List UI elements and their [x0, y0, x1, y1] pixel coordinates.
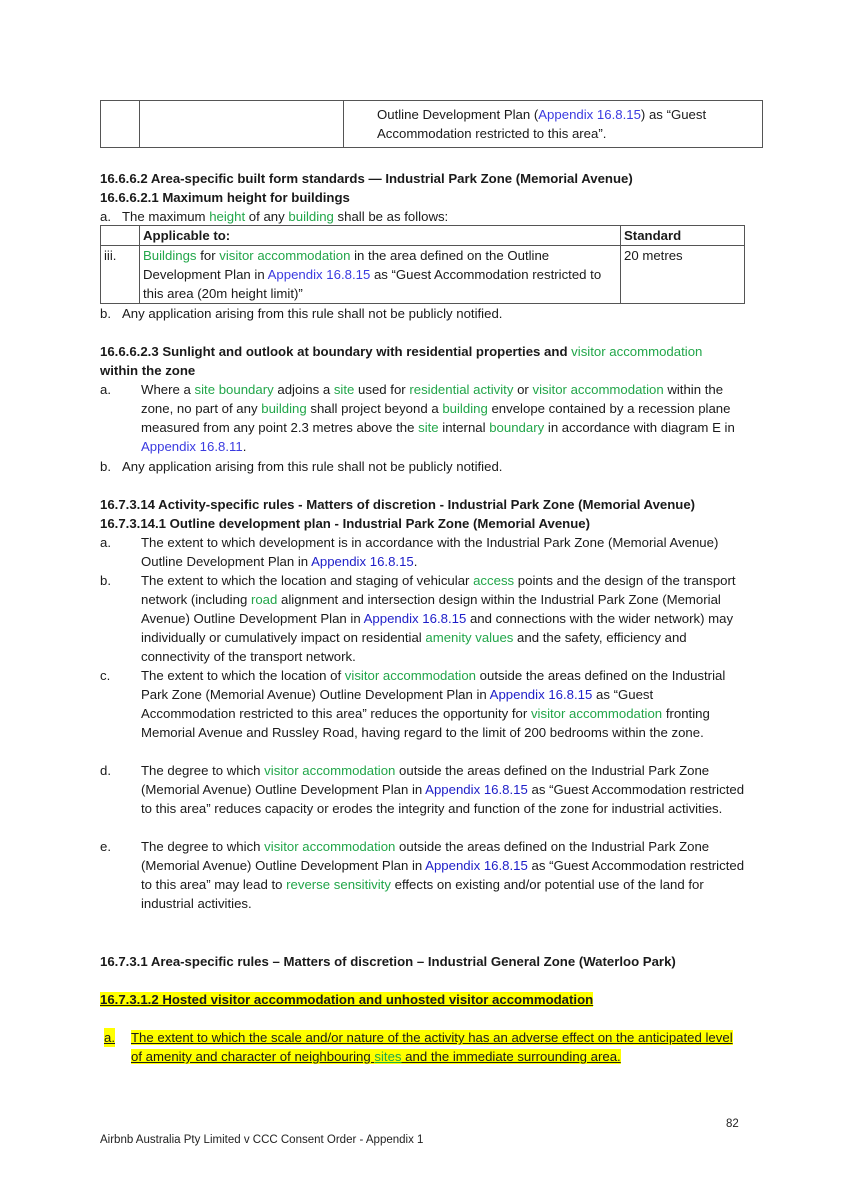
text: outside the areas defined on the Industrial Park Zone (Memorial Avenue) Outline Development Plan in — [141, 839, 710, 873]
item-label: a. — [104, 1030, 115, 1045]
text: of any — [245, 209, 289, 224]
appendix-link[interactable]: Appendix 16.8.11 — [141, 439, 243, 454]
visitor-accommodation-link[interactable]: visitor accommodation — [532, 382, 664, 397]
buildings-link[interactable]: Buildings — [143, 248, 197, 263]
height-link[interactable]: height — [209, 209, 246, 224]
header-standard: Standard — [621, 226, 745, 246]
text: effects on existing and/or potential use of the land for industrial activities. — [141, 877, 704, 911]
reverse-sensitivity-link[interactable]: reverse sensitivity — [286, 877, 391, 892]
table-cell — [101, 101, 140, 148]
text: for — [196, 248, 220, 263]
text: in the area defined on the Outline Development Plan in — [143, 248, 550, 282]
item-label: b. — [100, 459, 111, 474]
standard-cell: 20 metres — [621, 246, 745, 304]
text: shall be as follows: — [333, 209, 449, 224]
text: within the zone, no part of any — [141, 382, 724, 416]
continuation-table — [100, 100, 763, 148]
visitor-accommodation-link[interactable]: visitor accommodation — [264, 763, 396, 778]
applicable-cell — [140, 246, 621, 304]
appendix-link[interactable]: Appendix 16.8.15 — [489, 687, 593, 702]
matter-text — [141, 761, 747, 818]
building-link[interactable]: building — [442, 401, 488, 416]
section-subheading: 16.6.6.2.1 Maximum height for buildings — [100, 190, 350, 205]
item-label: a. — [100, 382, 111, 397]
text: outside the areas defined on the Industrial Park Zone (Memorial Avenue) Outline Development Plan in — [141, 763, 710, 797]
visitor-accommodation-link[interactable]: visitor accommodation — [571, 344, 703, 359]
text: 16.6.6.2.3 Sunlight and outlook at boundary with residential properties and — [100, 344, 572, 359]
text: and the safety, efficiency and connectivity of the transport network. — [141, 630, 687, 664]
appendix-link[interactable]: Appendix 16.8.15 — [363, 611, 467, 626]
sites-link[interactable]: sites — [374, 1049, 402, 1064]
rule-text — [141, 380, 747, 456]
text: alignment and intersection design within the Industrial Park Zone (Memorial Avenue) Outline Development Plan in — [141, 592, 721, 626]
site-link[interactable]: site — [333, 382, 355, 397]
rule-b — [100, 304, 750, 323]
section-heading-cont: within the zone — [100, 363, 196, 378]
visitor-accommodation-link[interactable]: visitor accommodation — [344, 668, 476, 683]
text: or — [513, 382, 533, 397]
cell-text: Outline Development Plan ( — [377, 107, 539, 122]
table-cell — [344, 101, 763, 148]
text: The degree to which — [141, 839, 265, 854]
visitor-accommodation-link[interactable]: visitor accommodation — [264, 839, 396, 854]
text: The degree to which — [141, 763, 265, 778]
table-cell — [101, 226, 140, 246]
text: as “Guest Accommodation restricted to this area” reduces capacity or erodes the integrity and function of the zone for industrial activities. — [141, 782, 745, 816]
section-subheading — [100, 990, 593, 1009]
section-heading — [100, 342, 750, 361]
highlighted-text: 16.7.3.1.2 Hosted visitor accommodation and unhosted visitor accommodation — [100, 992, 594, 1007]
text: The extent to which development is in accordance with the Industrial Park Zone (Memorial Avenue) Outline Development Plan in — [141, 535, 719, 569]
text: adjoins a — [273, 382, 334, 397]
text: The extent to which the location of — [141, 668, 345, 683]
rule-a — [100, 207, 750, 226]
highlighted-text: and the immediate surrounding area. — [401, 1049, 621, 1064]
text: as “Guest Accommodation restricted to this area” may lead to — [141, 858, 745, 892]
text: Any application arising from this rule shall not be publicly notified. — [122, 459, 503, 474]
highlighted-text: The extent to which the scale and/or nature of the activity has an adverse effect on the anticipated level of amenity and character of neighbouring — [131, 1030, 733, 1064]
building-link[interactable]: building — [261, 401, 307, 416]
matter-text — [131, 1028, 747, 1066]
amenity-values-link[interactable]: amenity values — [425, 630, 514, 645]
visitor-accommodation-link[interactable]: visitor accommodation — [219, 248, 351, 263]
text: in accordance with diagram E in — [544, 420, 735, 435]
text: and connections with the wider network) may individually or cumulatively impact on residential — [141, 611, 734, 645]
text: The maximum — [122, 209, 210, 224]
boundary-link[interactable]: boundary — [489, 420, 545, 435]
section-heading: 16.7.3.14 Activity-specific rules - Matters of discretion - Industrial Park Zone (Memorial Avenue) — [100, 497, 696, 512]
access-link[interactable]: access — [473, 573, 515, 588]
text: Any application arising from this rule shall not be publicly notified. — [122, 306, 503, 321]
text: as “Guest Accommodation restricted to this area (20m height limit)” — [143, 267, 602, 301]
matter-text — [141, 666, 747, 742]
section-heading: 16.7.3.1 Area-specific rules – Matters of discretion – Industrial General Zone (Waterloo Park) — [100, 954, 676, 969]
item-label: b. — [100, 573, 111, 588]
visitor-accommodation-link[interactable]: visitor accommodation — [530, 706, 663, 721]
matter-text — [141, 533, 747, 571]
site-link[interactable]: site — [418, 420, 439, 435]
text: outside the areas defined on the Industrial Park Zone (Memorial Avenue) Outline Development Plan in — [141, 668, 726, 702]
appendix-link[interactable]: Appendix 16.8.15 — [538, 107, 641, 122]
item-label: a. — [100, 535, 111, 550]
site-boundary-link[interactable]: site boundary — [194, 382, 274, 397]
header-applicable: Applicable to: — [140, 226, 621, 246]
section-subheading: 16.7.3.14.1 Outline development plan - Industrial Park Zone (Memorial Avenue) — [100, 516, 591, 531]
matter-text — [141, 837, 747, 913]
text: . — [413, 554, 418, 569]
rule-b — [100, 457, 750, 476]
text: internal — [438, 420, 490, 435]
height-table — [100, 225, 745, 304]
item-label: a. — [100, 209, 111, 224]
text: . — [242, 439, 247, 454]
text: as “Guest Accommodation restricted to this area” reduces the opportunity for — [141, 687, 654, 721]
text: Where a — [141, 382, 195, 397]
matter-text — [141, 571, 747, 666]
building-link[interactable]: building — [288, 209, 334, 224]
item-label: e. — [100, 839, 111, 854]
text: used for — [354, 382, 410, 397]
appendix-link[interactable]: Appendix 16.8.15 — [311, 554, 414, 569]
appendix-link[interactable]: Appendix 16.8.15 — [425, 782, 528, 797]
text: The extent to which the location and staging of vehicular — [141, 573, 474, 588]
residential-activity-link[interactable]: residential activity — [409, 382, 514, 397]
text: fronting Memorial Avenue and Russley Road, having regard to the limit of 200 bedrooms within the zone. — [141, 706, 710, 740]
row-number: iii. — [101, 246, 140, 304]
item-label: b. — [100, 306, 111, 321]
appendix-link[interactable]: Appendix 16.8.15 — [425, 858, 528, 873]
text: shall project beyond a — [306, 401, 443, 416]
section-heading: 16.6.6.2 Area-specific built form standards — Industrial Park Zone (Memorial Avenue) — [100, 171, 633, 186]
cell-text: ) as “Guest Accommodation restricted to this area”. — [377, 107, 707, 141]
page-number: 82 — [726, 1118, 739, 1130]
item-label: d. — [100, 763, 111, 778]
item-label: c. — [100, 668, 111, 683]
appendix-link[interactable]: Appendix 16.8.15 — [267, 267, 371, 282]
text: points and the design of the transport network (including — [141, 573, 736, 607]
table-cell — [140, 101, 344, 148]
footer-text: Airbnb Australia Pty Limited v CCC Consent Order - Appendix 1 — [100, 1134, 424, 1146]
road-link[interactable]: road — [250, 592, 278, 607]
text: envelope contained by a recession plane measured from any point 2.3 metres above the — [141, 401, 731, 435]
